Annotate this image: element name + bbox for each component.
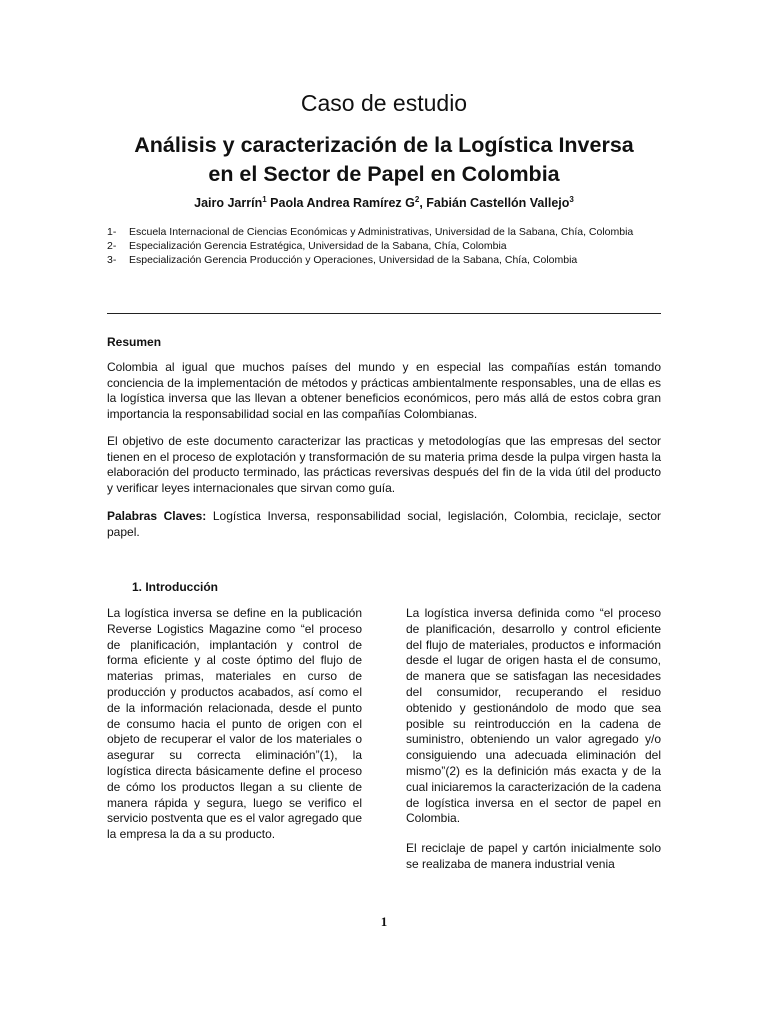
horizontal-divider xyxy=(107,313,661,314)
author-name: Jairo Jarrín xyxy=(194,196,263,210)
abstract-heading: Resumen xyxy=(107,335,162,349)
author-affil-mark: 3 xyxy=(569,195,574,204)
abstract-paragraph-2: El objetivo de este documento caracterizar las practicas y metodologías que las empresas del sector tienen en el proceso de explotación y transformación de su materia prima desde la pulpa virgen hasta la elaboración del producto terminado, las prácticas reversivas después del fin de la vida útil del producto y verificar leyes internacionales que sirvan como guía. xyxy=(107,434,661,495)
intro-left-column: La logística inversa se define en la publicación Reverse Logistics Magazine como “el proceso de planificación, implantación y control de forma eficiente y al coste óptimo del flujo de materias primas, materiales en curso de producción y productos acabados, así como el de la información relacionada, desde el punto de consumo hacia el punto de origen con el objeto de recuperar el valor de los materiales o asegurar su correcta eliminación”(1), la logística directa básicamente define el proceso de cómo los productos llegan a su cliente de manera rápida y segura, luego se verifico el servicio postventa que es el valor agregado que la empresa la da a su producto. xyxy=(107,606,362,842)
affiliation-item xyxy=(107,225,667,239)
keywords-text: Logística Inversa, responsabilidad social, legislación, Colombia, reciclaje, sector papel. xyxy=(107,509,661,539)
affiliation-list xyxy=(107,225,667,267)
affiliation-text: Especialización Gerencia Estratégica, Universidad de la Sabana, Chía, Colombia xyxy=(129,240,507,252)
affiliation-text: Especialización Gerencia Producción y Operaciones, Universidad de la Sabana, Chía, Colombia xyxy=(129,254,578,266)
intro-right-paragraph-1: La logística inversa definida como “el proceso de planificación, desarrollo y control eficiente del flujo de materiales, productos e información desde el lugar de origen hasta el de consumo, de manera que se satisfagan las necesidades del consumidor, recuperando el residuo obtenido y gestionándolo de modo que sea posible su reintroducción en la cadena de suministro, obteniendo un valor agregado y/o consiguiendo una adecuada eliminación del mismo”(2) es la definición más exacta y de la cual iniciaremos la caracterización de la cadena de logística inversa en el sector de papel en Colombia. xyxy=(406,606,661,826)
abstract-paragraph-1: Colombia al igual que muchos países del mundo y en especial las compañías están tomando conciencia de la implementación de métodos y prácticas ambientalmente responsables, una de ellas es la logística inversa que las llevan a obtener beneficios económicos, pero más allá de estos cobra gran importancia la responsabilidad social en las compañías Colombianas. xyxy=(107,360,661,421)
affiliation-number: 3- xyxy=(107,254,117,266)
author-name: Fabián Castellón Vallejo xyxy=(426,196,570,210)
author-affil-mark: 2 xyxy=(414,195,420,204)
keywords-label: Palabras Claves: xyxy=(107,509,207,523)
affiliation-item xyxy=(107,239,667,253)
affiliation-text: Escuela Internacional de Ciencias Económicas y Administrativas, Universidad de la Sabana, Chía, Colombia xyxy=(129,226,634,238)
author-affil-mark: 1 xyxy=(262,195,267,204)
intro-right-paragraph-2: El reciclaje de papel y cartón inicialmente solo se realizaba de manera industrial venia xyxy=(406,841,661,871)
page-number: 1 xyxy=(380,914,388,929)
introduction-heading: 1. Introducción xyxy=(132,580,219,594)
keywords-paragraph xyxy=(107,509,661,540)
affiliation-number: 2- xyxy=(107,240,117,252)
author-name: Paola Andrea Ramírez G xyxy=(270,196,415,210)
affiliation-item xyxy=(107,253,667,267)
intro-right-column xyxy=(406,606,661,873)
affiliation-number: 1- xyxy=(107,226,117,238)
title-line-1: Análisis y caracterización de la Logística Inversa xyxy=(134,133,634,157)
author-list: Jairo Jarrín$^1$ Paola Andrea Ramírez $G^2$, Fabián Castellón Vallejo$^3$ xyxy=(194,195,574,210)
title-line-2: en el Sector de Papel en Colombia xyxy=(208,162,560,186)
article-type: Caso de estudio xyxy=(300,90,468,116)
paper-title xyxy=(60,131,708,189)
